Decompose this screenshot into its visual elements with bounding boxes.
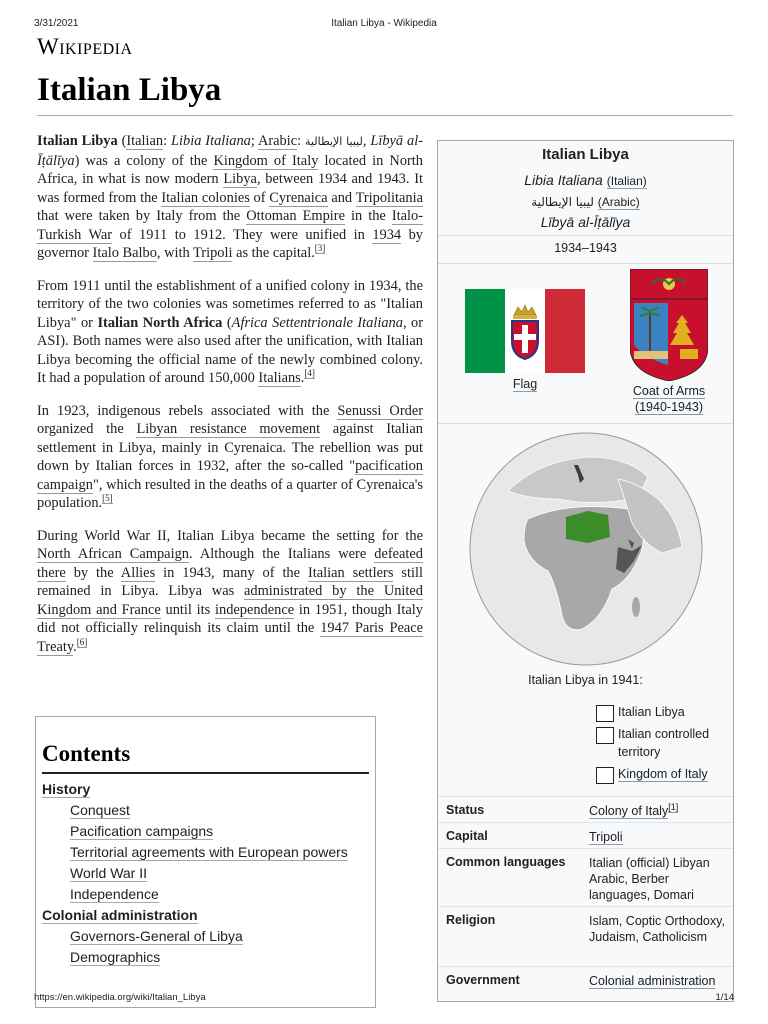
link-paris-peace-treaty[interactable]: 1947 Paris Peace Treaty <box>37 620 424 655</box>
globe-map-icon <box>468 431 704 667</box>
page-title: Italian Libya <box>37 72 222 108</box>
link-italian-lang[interactable]: (Italian) <box>606 174 647 188</box>
coat-of-arms-image[interactable] <box>630 269 708 381</box>
link-colonial-administration[interactable]: Colonial administration <box>589 974 716 988</box>
toc-item-demographics[interactable]: Demographics <box>70 949 161 965</box>
link-senussi-order[interactable]: Senussi Order <box>337 402 423 419</box>
link-allies[interactable]: Allies <box>120 564 156 581</box>
infobox-title: Italian Libya <box>542 146 629 163</box>
print-header <box>34 18 734 32</box>
link-administrated[interactable]: administrated by the United Kingdom and France <box>37 583 423 618</box>
link-defeated-there[interactable]: defeated there <box>37 546 423 581</box>
paragraph-naming: From 1911 until the establishment of a unified colony in 1934, the territory of the two colonies was sometimes referred to as "Italian Libya" or Italian North Africa (Africa Settentrionale Italiana, or ASI). Both names were also used after the unification, with Italian Libya becoming the official name of the newly combined colony. It had a population of around 150,000 Italians.[4] <box>37 277 424 386</box>
coat-of-arms-caption: Coat of Arms (1940-1943) <box>632 384 706 414</box>
link-capital-tripoli[interactable]: Tripoli <box>589 830 623 844</box>
print-date: 3/31/2021 <box>34 18 79 29</box>
link-italo-balbo[interactable]: Italo Balbo <box>92 245 157 261</box>
paragraph-intro: Italian Libya (Italian: Libia Italiana; Arabic: ليبيا الإيطالية, Lībyā al-Īṭālīya) was a colony of the Kingdom of Italy located in North Africa, in what is now modern Libya, between 1934 and 1943. It was formed from the Italian colonies of Cyrenaica and Tripolitania that were taken by Italy from the Ottoman Empire in the Italo-Turkish War of 1911 to 1912. They were unified in 1934 by governor Italo Balbo, with Tripoli as the capital.[3] <box>37 133 423 261</box>
print-title: Italian Libya - Wikipedia <box>331 18 437 29</box>
citation-6[interactable]: [6] <box>76 636 88 647</box>
infobox-native-names: Libia Italiana (Italian) ليبيا الإيطالية (Arabic) Lībyā al-Īṭālīya <box>524 172 647 230</box>
flag-icon <box>465 289 585 373</box>
page-number: 1/14 <box>715 992 734 1003</box>
toc-item-independence[interactable]: Independence <box>70 886 159 902</box>
globe-map-image[interactable] <box>468 431 704 667</box>
link-libya[interactable]: Libya <box>223 171 257 187</box>
toc-heading: Contents <box>42 741 131 766</box>
link-ottoman-empire[interactable]: Ottoman Empire <box>246 208 345 224</box>
coat-of-arms-icon <box>630 269 708 381</box>
infobox-years: 1934–1943 <box>554 241 617 255</box>
paragraph-resistance: In 1923, indigenous rebels associated with the Senussi Order organized the Libyan resistance movement against Italian settlement in Libya, mainly in Cyrenaica. The rebellion was put down by Italian forces in 1932, after the so-called "pacification campaign", which resulted in the deaths of a quarter of Cyrenaica's population.[5] <box>37 402 424 511</box>
toc-list <box>42 779 372 968</box>
title-divider <box>37 115 733 116</box>
flag-image[interactable] <box>465 289 585 373</box>
religion-value: Islam, Coptic Orthodoxy, Judaism, Catholicism <box>589 914 725 944</box>
link-arabic-lang[interactable]: (Arabic) <box>597 195 640 209</box>
legend-swatch <box>596 727 614 744</box>
article-body <box>37 132 423 670</box>
link-italian-settlers[interactable]: Italian settlers <box>307 564 394 581</box>
toc-item-conquest[interactable]: Conquest <box>70 802 130 818</box>
page-url: https://en.wikipedia.org/wiki/Italian_Libya <box>34 992 206 1003</box>
link-1934[interactable]: 1934 <box>372 226 402 243</box>
legend-item-italian-controlled: Italian controlled territory <box>596 725 726 761</box>
infobox-row-government: Government Colonial administration <box>438 966 733 997</box>
table-of-contents <box>35 716 376 1008</box>
link-italians[interactable]: Italians <box>258 370 301 386</box>
toc-divider <box>42 772 369 774</box>
link-italo-turkish-war[interactable]: Italo-Turkish War <box>37 208 423 243</box>
citation-1[interactable]: [1] <box>668 801 679 812</box>
flag-caption: Flag <box>512 377 538 391</box>
link-colony-of-italy[interactable]: Colony of Italy <box>589 804 669 818</box>
legend-item-italian-libya: Italian Libya <box>596 703 726 721</box>
infobox-divider <box>438 235 733 236</box>
infobox-row-capital: Capital Tripoli <box>438 822 733 849</box>
infobox-row-religion: Religion Islam, Coptic Orthodoxy, Judaism, Catholicism <box>438 906 733 967</box>
link-north-african-campaign[interactable]: North African Campaign <box>37 546 189 562</box>
map-legend <box>596 703 726 783</box>
citation-4[interactable]: [4] <box>304 368 315 379</box>
link-italian-colonies[interactable]: Italian colonies <box>161 189 250 206</box>
citation-3[interactable]: [3] <box>314 243 326 254</box>
toc-item-territorial[interactable]: Territorial agreements with European powers <box>70 844 348 860</box>
citation-5[interactable]: [5] <box>102 493 113 504</box>
toc-item-governors[interactable]: Governors-General of Libya <box>70 928 243 944</box>
infobox-row-status: Status Colony of Italy[1] <box>438 796 733 823</box>
infobox-divider <box>438 423 733 424</box>
arabic-name: ليبيا الإيطالية <box>305 135 363 148</box>
legend-swatch <box>596 705 614 722</box>
map-caption: Italian Libya in 1941: <box>528 673 643 687</box>
toc-item-history[interactable]: History <box>42 781 91 797</box>
link-tripolitania[interactable]: Tripolitania <box>355 189 423 206</box>
link-libyan-resistance[interactable]: Libyan resistance movement <box>136 421 321 437</box>
infobox <box>437 140 734 1002</box>
infobox-divider <box>438 263 733 264</box>
toc-item-pacification[interactable]: Pacification campaigns <box>70 823 214 839</box>
wikipedia-wordmark[interactable]: Wikipedia <box>37 34 133 59</box>
toc-item-wwii[interactable]: World War II <box>70 865 148 881</box>
bold-term: Italian Libya <box>37 133 118 149</box>
link-pacification-campaign[interactable]: pacification campaign <box>37 458 423 493</box>
toc-item-colonial-administration[interactable]: Colonial administration <box>42 907 198 923</box>
print-footer <box>34 992 734 1004</box>
languages-value: Italian (official) Libyan Arabic, Berber languages, Domari <box>589 856 710 902</box>
infobox-row-languages: Common languages Italian (official) Libyan Arabic, Berber languages, Domari <box>438 848 733 907</box>
legend-item-kingdom-of-italy: Kingdom of Italy <box>596 765 726 783</box>
link-cyrenaica[interactable]: Cyrenaica <box>269 189 328 206</box>
legend-swatch <box>596 767 614 784</box>
link-arabic[interactable]: Arabic <box>257 133 298 149</box>
paragraph-wwii: During World War II, Italian Libya became the setting for the North African Campaign. Although the Italians were defeated there by the Allies in 1943, many of the Italian settlers still remained in Libya. Libya was administrated by the United Kingdom and France until its independence in 1951, though Italy did not officially relinquish its claim until the 1947 Paris Peace Treaty.[6] <box>37 527 424 655</box>
link-independence[interactable]: independence <box>215 601 295 618</box>
link-kingdom-of-italy[interactable]: Kingdom of Italy <box>213 152 319 169</box>
link-tripoli[interactable]: Tripoli <box>193 245 233 261</box>
link-italian[interactable]: Italian <box>126 133 164 149</box>
